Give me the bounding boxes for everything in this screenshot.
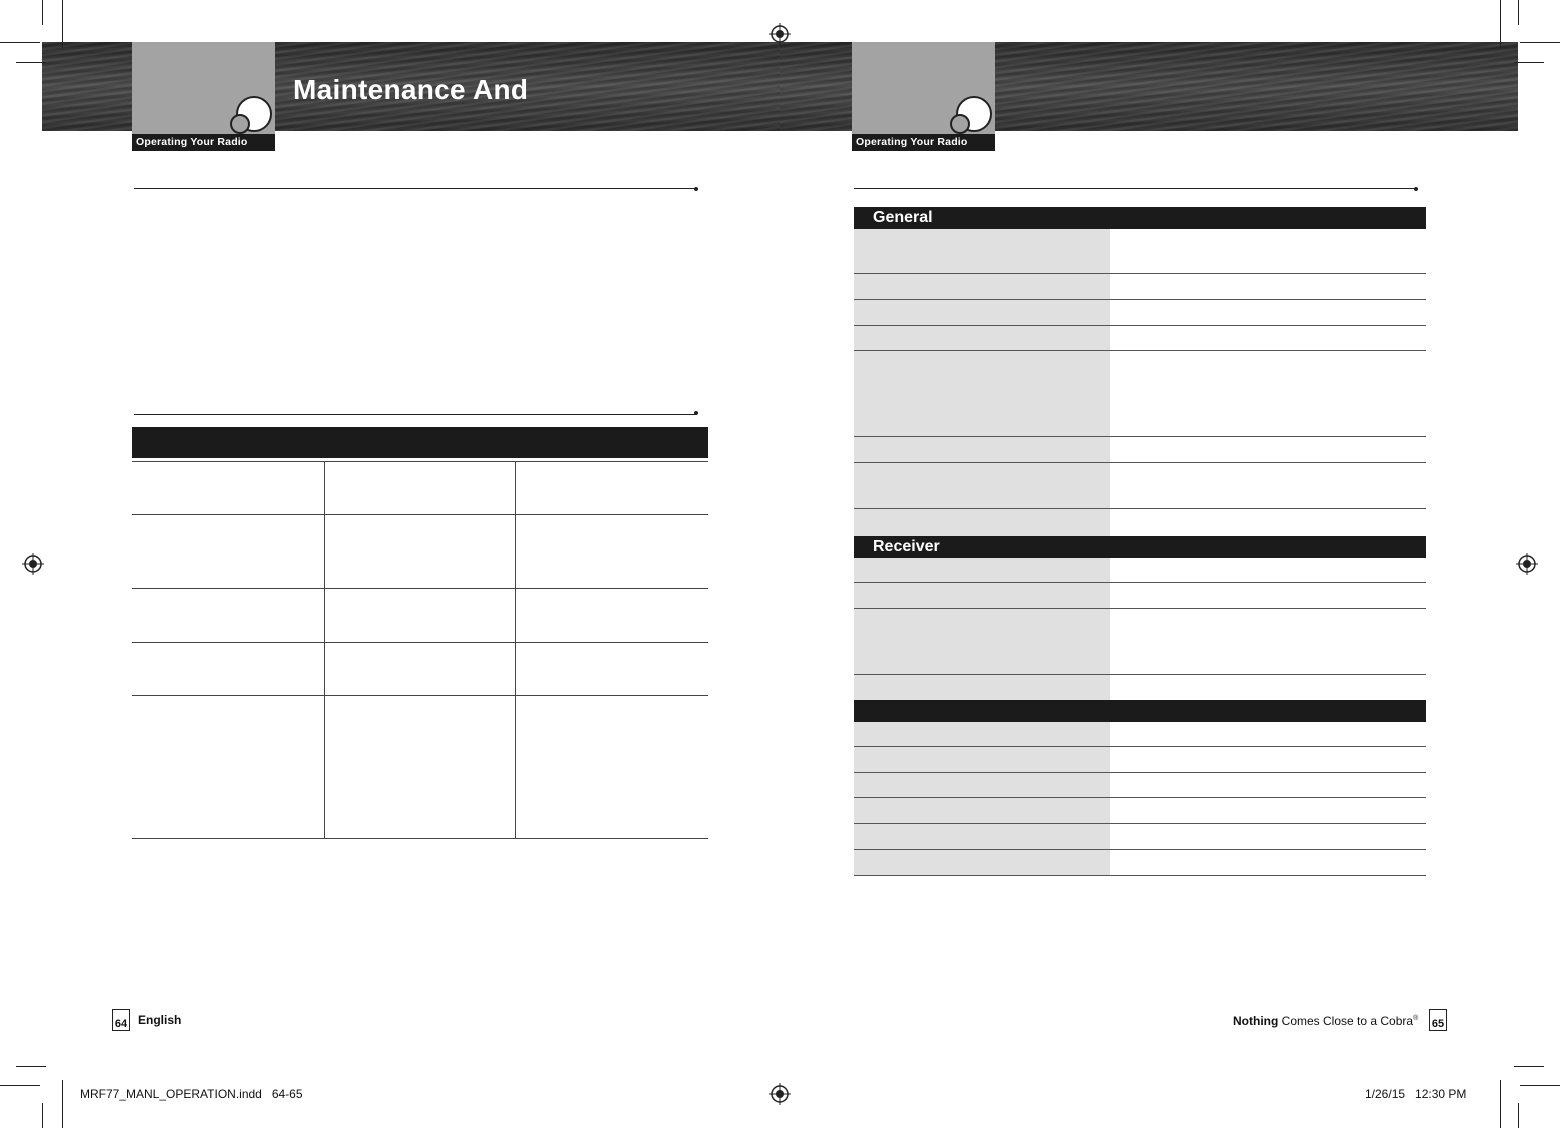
spec-row-line [854, 797, 1426, 798]
right-top-rule [854, 188, 1416, 189]
right-top-rule-dot [1414, 187, 1418, 191]
spec-row-line [854, 325, 1426, 326]
page-title: Maintenance And [293, 74, 529, 105]
left-section-tag: Operating Your Radio [132, 134, 275, 151]
left-table-header [132, 427, 708, 458]
spec-row-line [854, 608, 1426, 609]
spec-label-cell [854, 229, 1110, 536]
slug-date: 1/26/15 12:30 PM [1365, 1087, 1467, 1101]
crop-mark [1520, 1085, 1560, 1086]
left-table-line [132, 642, 708, 643]
left-mid-rule-dot [694, 411, 698, 415]
left-table-line [132, 838, 708, 839]
left-footer-label: English [138, 1013, 182, 1027]
crop-mark [1520, 42, 1560, 43]
left-table-line [132, 514, 708, 515]
right-cobra-logo-small-icon [950, 114, 970, 134]
crop-mark [16, 1066, 46, 1067]
spec-row-line [854, 849, 1426, 850]
spec-row-line [854, 823, 1426, 824]
left-table-line [132, 588, 708, 589]
slogan-bold: Nothing [1233, 1014, 1279, 1028]
slogan-rest: Comes Close to a Cobra [1278, 1014, 1414, 1028]
spec-row-line [854, 350, 1426, 351]
registration-mark-icon [769, 23, 791, 45]
crop-mark [62, 0, 63, 48]
crop-mark [1518, 1103, 1519, 1128]
spec-row-line [854, 299, 1426, 300]
crop-mark [1518, 0, 1519, 25]
registration-mark-icon [1516, 553, 1538, 575]
left-cobra-logo-small-icon [230, 114, 250, 134]
spec-row-line [854, 273, 1426, 274]
spec-heading-receiver: Receiver [854, 536, 1426, 558]
spec-row-line [854, 436, 1426, 437]
spec-row-line [854, 772, 1426, 773]
left-top-rule-dot [694, 187, 698, 191]
right-section-tag: Operating Your Radio [852, 134, 995, 151]
slug-filename: MRF77_MANL_OPERATION.indd 64-65 [80, 1087, 303, 1101]
crop-mark [0, 42, 40, 43]
spec-row-line [854, 462, 1426, 463]
slogan-mark: ® [1413, 1015, 1419, 1022]
left-page-number: 64 [112, 1009, 130, 1031]
crop-mark [16, 62, 46, 63]
spec-row-line [854, 674, 1426, 675]
right-footer-slogan [1233, 1014, 1418, 1028]
spec-label-cell [854, 558, 1110, 700]
spec-heading-general: General [854, 207, 1426, 229]
crop-mark [1514, 1066, 1544, 1067]
left-table-divider [324, 461, 325, 838]
spec-row-line [854, 875, 1426, 876]
spec-row-line [854, 508, 1426, 509]
right-page-number: 65 [1429, 1009, 1447, 1031]
left-table-line [132, 695, 708, 696]
spec-label-cell [854, 722, 1110, 875]
crop-mark [62, 1080, 63, 1128]
crop-mark [0, 1085, 40, 1086]
crop-mark [42, 1103, 43, 1128]
registration-mark-icon [22, 553, 44, 575]
crop-mark [1500, 0, 1501, 48]
registration-mark-icon [769, 1083, 791, 1105]
spec-heading-third [854, 700, 1426, 722]
crop-mark [1500, 1080, 1501, 1128]
left-table-line [132, 461, 708, 462]
left-top-rule [134, 188, 696, 189]
left-table-divider [515, 461, 516, 838]
left-mid-rule [134, 414, 696, 415]
spec-row-line [854, 582, 1426, 583]
crop-mark [1514, 62, 1544, 63]
crop-mark [42, 0, 43, 25]
spec-row-line [854, 746, 1426, 747]
